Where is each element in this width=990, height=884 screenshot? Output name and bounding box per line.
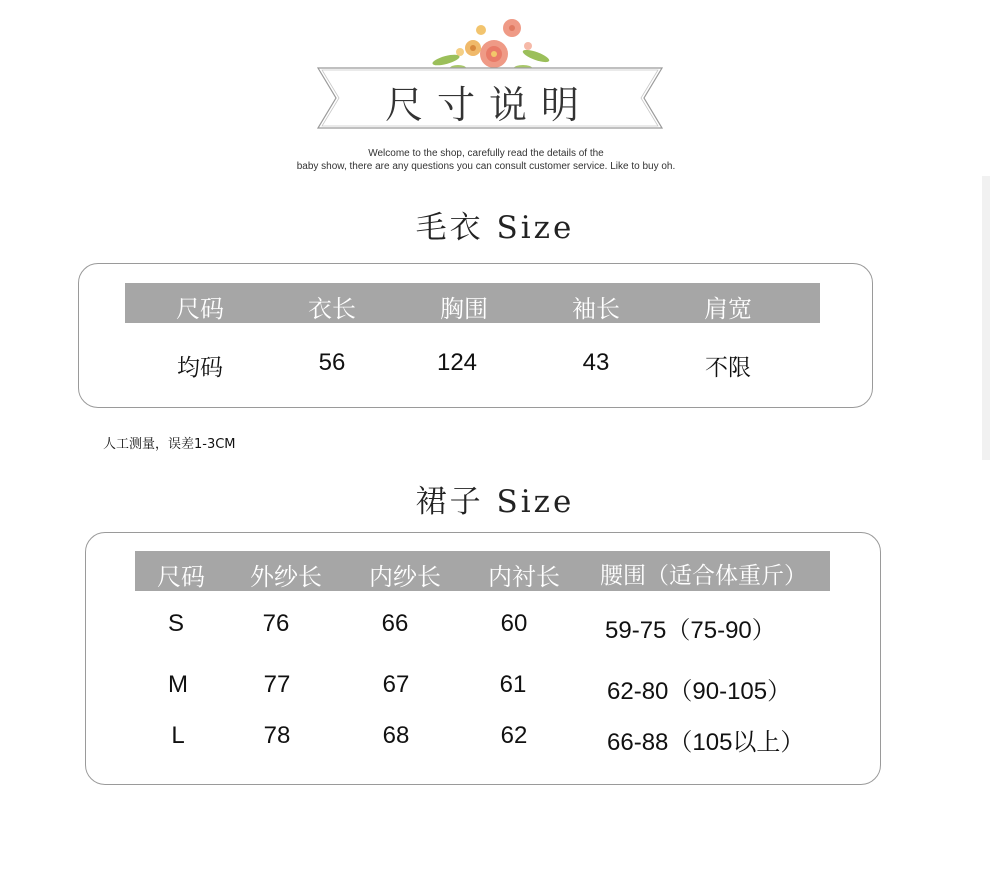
skirt-row-s-lining: 60 [500,610,528,637]
edge-scrollbar [982,176,990,460]
skirt-header-inner-length: 内纱长 [369,563,441,591]
sweater-cell-shoulder: 不限 [705,355,751,381]
skirt-row-l-waist: 66-88（105以上） [607,729,805,756]
sweater-header-sleeve: 袖长 [572,295,620,323]
skirt-row-s-inner: 66 [381,610,409,637]
skirt-row-l-lining: 62 [500,722,528,749]
sweater-header-shoulder: 肩宽 [704,295,752,323]
skirt-row-s-waist: 59-75（75-90） [605,617,776,644]
skirt-section-title: 裙子 Size [415,484,575,520]
skirt-row-m-inner: 67 [382,671,410,698]
skirt-row-l-size: L [171,722,185,749]
page-title: 尺寸说明 [384,83,593,127]
sweater-cell-size: 均码 [177,355,223,381]
sweater-header-bust: 胸围 [440,295,488,323]
skirt-row-m-lining: 61 [499,671,527,698]
sweater-cell-length: 56 [318,349,346,376]
sweater-cell-sleeve: 43 [582,349,610,376]
sweater-cell-bust: 124 [436,349,478,376]
skirt-row-l-inner: 68 [382,722,410,749]
skirt-row-s-size: S [167,610,184,637]
sweater-header-size: 尺码 [176,295,224,323]
skirt-header-waist: 腰围（适合体重斤） [600,563,807,589]
welcome-text-line1: Welcome to the shop, carefully read the details of the [368,148,604,159]
skirt-row-m-size: M [168,671,188,698]
skirt-row-m-waist: 62-80（90-105） [607,678,792,705]
skirt-row-l-outer: 78 [263,722,291,749]
skirt-row-s-outer: 76 [262,610,290,637]
skirt-header-size: 尺码 [157,563,205,591]
measurement-note: 人工测量，误差1-3CM [103,437,236,452]
skirt-header-outer-length: 外纱长 [250,563,322,591]
sweater-header-length: 衣长 [308,295,356,323]
sweater-section-title: 毛衣 Size [415,210,575,246]
welcome-text-line2: baby show, there are any questions you can consult customer service. Like to buy oh. [296,161,676,172]
skirt-header-lining-length: 内衬长 [488,563,560,591]
skirt-row-m-outer: 77 [263,671,291,698]
